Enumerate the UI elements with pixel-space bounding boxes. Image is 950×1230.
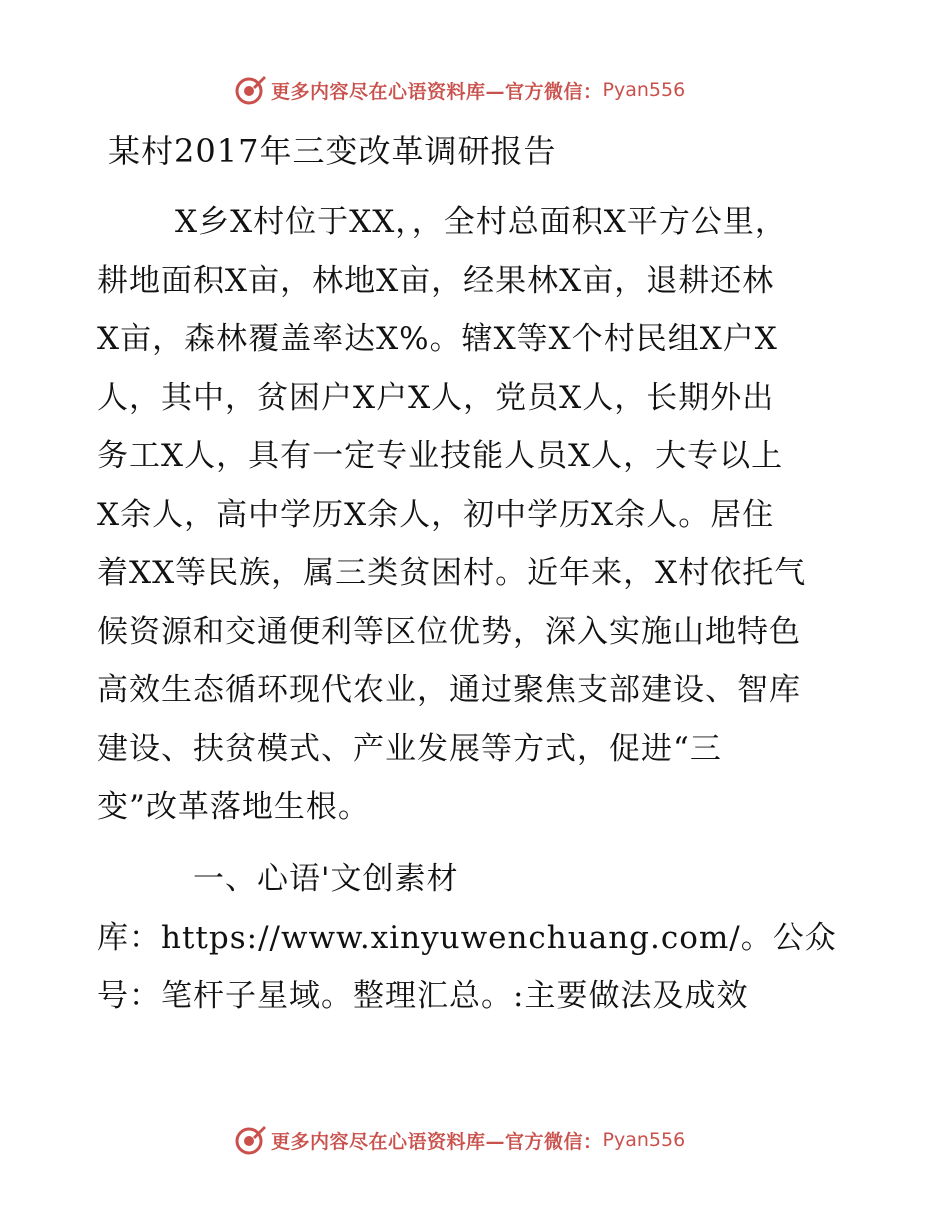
text-line: 着XX等民族，属三类贫困村。近年来，X村依托气 [97, 555, 807, 591]
document-title: 某村2017年三变改革调研报告 [108, 132, 557, 170]
text-line: X乡X村位于XX，，全村总面积X平方公里， [175, 204, 787, 240]
text-line: X亩，森林覆盖率达X%。辖X等X个村民组X户X [97, 321, 778, 357]
text-line: 耕地面积X亩，林地X亩，经果林X亩，退耕还林 [97, 262, 775, 299]
watermark-account: Pyan556 [602, 79, 686, 101]
text-line: X余人，高中学历X余人，初中学历X余人。居住 [97, 496, 775, 533]
pen-logo-icon [233, 1123, 267, 1157]
text-line: 候资源和交通便利等区位优势，深入实施山地特色 [97, 613, 801, 650]
body-paragraph-1 [97, 193, 857, 837]
watermark-account: Pyan556 [602, 1129, 686, 1151]
section-heading: 一、心语'文创素材 [193, 861, 459, 897]
text-line: 人，其中，贫困户X户X人，党员X人，长期外出 [97, 379, 775, 416]
text-line: 建设、扶贫模式、产业发展等方式，促进“三 [97, 730, 722, 767]
text-line: 库：https://www.xinyuwenchuang.com/。公众 [97, 919, 837, 956]
watermark-text: 更多内容尽在心语资料库—官方微信： [271, 80, 603, 103]
body-paragraph-2 [97, 850, 857, 1026]
pen-logo-icon [233, 73, 267, 107]
text-line: 号：笔杆子星域。整理汇总。:主要做法及成效 [97, 978, 749, 1014]
watermark-header [233, 72, 685, 108]
text-line: 高效生态循环现代农业，通过聚焦支部建设、智库 [97, 672, 801, 708]
text-line: 务工X人，具有一定专业技能人员X人，大专以上 [97, 438, 784, 474]
watermark-text: 更多内容尽在心语资料库—官方微信： [271, 1130, 603, 1153]
watermark-footer [233, 1122, 685, 1158]
text-line: 变”改革落地生根。 [97, 789, 370, 825]
